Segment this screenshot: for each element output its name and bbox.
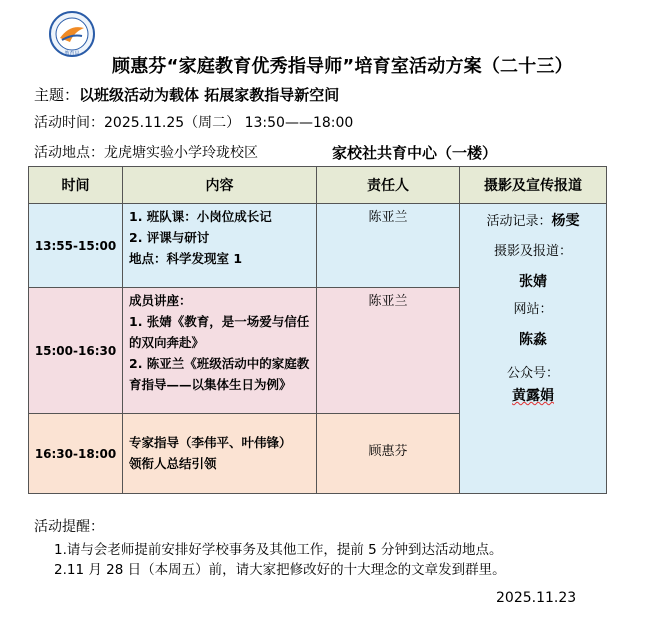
row-content — [123, 204, 317, 288]
row-content — [123, 288, 317, 414]
content-line: 专家指导（李伟平、叶伟锋） — [129, 435, 292, 450]
table-header-row — [29, 167, 607, 204]
theme-line — [34, 84, 339, 105]
content-line: 2. 陈亚兰《班级活动中的家庭教育指导——以集体生日为例》 — [129, 356, 310, 392]
place-value: 龙虎塘实验小学玲珑校区 — [104, 145, 258, 161]
page-title: 顾惠芬“家庭教育优秀指导师”培育室活动方案（二十三） — [112, 56, 573, 77]
theme-value: 以班级活动为载体 拓展家教指导新空间 — [79, 86, 340, 104]
row-owner — [317, 414, 460, 494]
web-label: 网站： — [513, 302, 553, 317]
photo-name: 张婧 — [519, 274, 547, 290]
wechat-name: 黄露娟 — [512, 388, 554, 404]
row-owner — [317, 288, 460, 414]
content-line: 地点：科学发现室 1 — [129, 251, 243, 266]
content-line: 1. 张婧《教育，是一场爱与信任的双向奔赴》 — [129, 314, 310, 350]
schedule-table — [28, 166, 607, 494]
record-label: 活动记录： — [486, 214, 552, 229]
owner-name: 陈亚兰 — [368, 210, 408, 225]
content-line: 1. 班队课：小岗位成长记 — [129, 209, 272, 224]
table-row — [29, 204, 607, 288]
header-media: 摄影及宣传报道 — [460, 167, 607, 204]
photo-label: 摄影及报道： — [493, 244, 572, 259]
time-label: 活动时间： — [34, 115, 104, 131]
header-owner: 责任人 — [317, 167, 460, 204]
owner-name: 顾惠芬 — [368, 444, 408, 459]
school-logo — [48, 10, 96, 58]
web-name: 陈淼 — [519, 332, 547, 348]
row-content — [123, 414, 317, 494]
row-time: 15:00-16:30 — [29, 288, 123, 414]
record-name: 杨雯 — [551, 213, 580, 229]
time-line — [34, 112, 353, 132]
logo-text: 教育局 — [64, 51, 80, 57]
theme-label: 主题： — [34, 86, 80, 104]
wechat-label: 公众号： — [506, 366, 559, 381]
owner-name: 陈亚兰 — [368, 294, 408, 309]
media-cell — [460, 204, 607, 494]
time-value: 2025.11.25（周二） 13:50——18:00 — [104, 115, 354, 131]
reminder-item: 1.请与会老师提前安排好学校事务及其他工作，提前 5 分钟到达活动地点。 — [54, 542, 503, 558]
place-label: 活动地点： — [34, 145, 104, 161]
place-line — [34, 142, 258, 162]
row-time: 13:55-15:00 — [29, 204, 123, 288]
reminder-title: 活动提醒： — [34, 519, 104, 535]
header-time: 时间 — [29, 167, 123, 204]
row-owner — [317, 204, 460, 288]
row-time: 16:30-18:00 — [29, 414, 123, 494]
place-emphasis: 家校社共育中心（一楼） — [332, 144, 498, 162]
reminder-item: 2.11 月 28 日（本周五）前，请大家把修改好的十大理念的文章发到群里。 — [54, 562, 506, 578]
content-line: 2. 评课与研讨 — [129, 230, 210, 245]
content-line: 领衔人总结引领 — [129, 456, 217, 471]
footer-date: 2025.11.23 — [496, 590, 577, 606]
header-content: 内容 — [123, 167, 317, 204]
content-line: 成员讲座： — [129, 293, 192, 308]
